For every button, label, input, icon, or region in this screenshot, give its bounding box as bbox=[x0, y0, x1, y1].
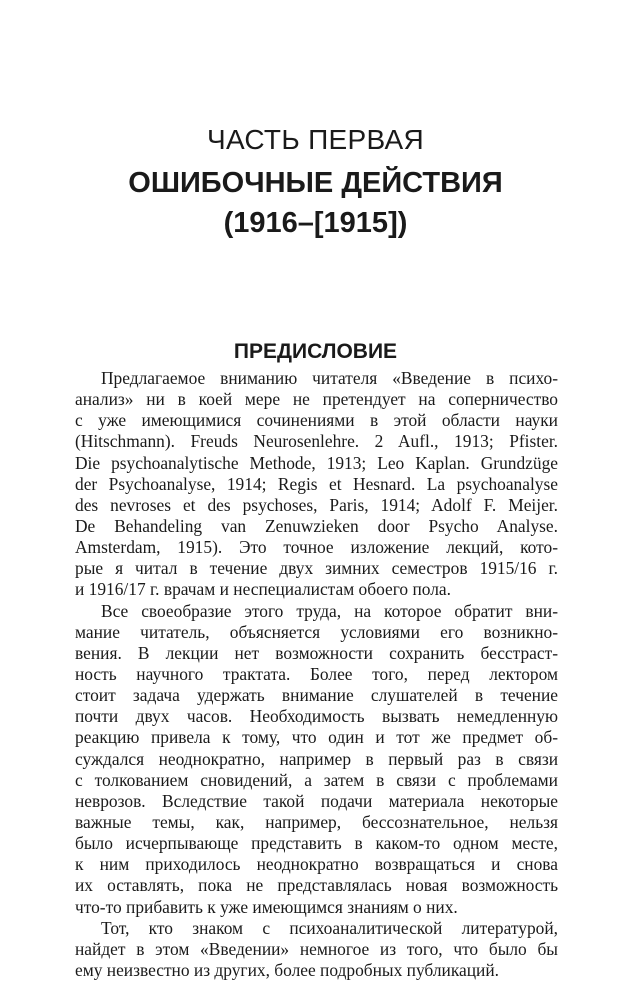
part-dates: (1916–[1915]) bbox=[223, 207, 408, 239]
text-line: Предлагаемое вниманию читателя «Введение в психо- bbox=[101, 368, 558, 388]
text-line: мание читатель, объясняется условиями его возникно- bbox=[75, 621, 558, 642]
text-line: der Psychoanalyse, 1914; Regis et Hesnard. La psychoanalyse bbox=[75, 473, 558, 494]
text-line: реакцию привела к тому, что один и тот же предмет об- bbox=[75, 727, 558, 748]
body-text bbox=[75, 368, 558, 981]
text-line: ность научного трактата. Более того, перед лектором bbox=[75, 663, 558, 684]
text-line: стоит задача удержать внимание слушателей в течение bbox=[75, 685, 558, 706]
text-line: De Behandeling van Zenuwzieken door Psycho Analyse. bbox=[75, 515, 558, 536]
part-title: ОШИБОЧНЫЕ ДЕЙСТВИЯ bbox=[128, 167, 503, 199]
paragraph bbox=[75, 601, 558, 918]
paragraph bbox=[75, 918, 558, 981]
text-line: Die psychoanalytische Methode, 1913; Leo Kaplan. Grundzüge bbox=[75, 452, 558, 473]
text-line: с уже имеющимися сочинениями в этой области науки bbox=[75, 410, 558, 431]
part-label: ЧАСТЬ ПЕРВАЯ bbox=[207, 124, 424, 155]
text-line: суждался неоднократно, например в первый раз в связи bbox=[75, 748, 558, 769]
text-line: к ним приходилось неоднократно возвращаться и снова bbox=[75, 854, 558, 875]
text-line: вения. В лекции нет возможности сохранить бесстраст- bbox=[75, 642, 558, 663]
text-line: Amsterdam, 1915). Это точное изложение лекций, кото- bbox=[75, 537, 558, 558]
text-line: их оставлять, пока не представлялась новая возможность bbox=[75, 875, 558, 896]
text-line: найдет в этом «Введении» немногое из того, что было бы bbox=[75, 938, 558, 959]
text-line: рые я читал в течение двух зимних семестров 1915/16 г. bbox=[75, 558, 558, 579]
text-line: с толкованием сновидений, а затем в связи с проблемами bbox=[75, 769, 558, 790]
text-line: и 1916/17 г. врачам и неспециалистам обоего пола. bbox=[75, 579, 451, 600]
text-line: des nevroses et des psychoses, Paris, 1914; Adolf F. Meijer. bbox=[75, 494, 558, 515]
text-line: Тот, кто знаком с психоаналитической литературой, bbox=[101, 917, 558, 938]
text-line: ему неизвестно из других, более подробных публикаций. bbox=[75, 959, 500, 980]
text-line: анализ» ни в коей мере не претендует на соперничество bbox=[75, 389, 558, 410]
text-line: неврозов. Вследствие такой подачи материала некоторые bbox=[75, 790, 558, 811]
text-line: (Hitschmann). Freuds Neurosenlehre. 2 Aufl., 1913; Pfister. bbox=[75, 431, 558, 452]
text-line: было исчерпывающе представить в каком-то одном месте, bbox=[75, 833, 558, 854]
text-line: Все своеобразие этого труда, на которое обратит вни- bbox=[101, 600, 558, 621]
section-title: ПРЕДИСЛОВИЕ bbox=[233, 340, 398, 363]
text-line: почти двух часов. Необходимость вызвать немедленную bbox=[75, 706, 558, 727]
text-line: что-то прибавить к уже имеющимся знаниям о них. bbox=[75, 896, 458, 917]
text-line: важные темы, как, например, бессознательное, нельзя bbox=[75, 811, 558, 832]
paragraph bbox=[75, 368, 558, 601]
